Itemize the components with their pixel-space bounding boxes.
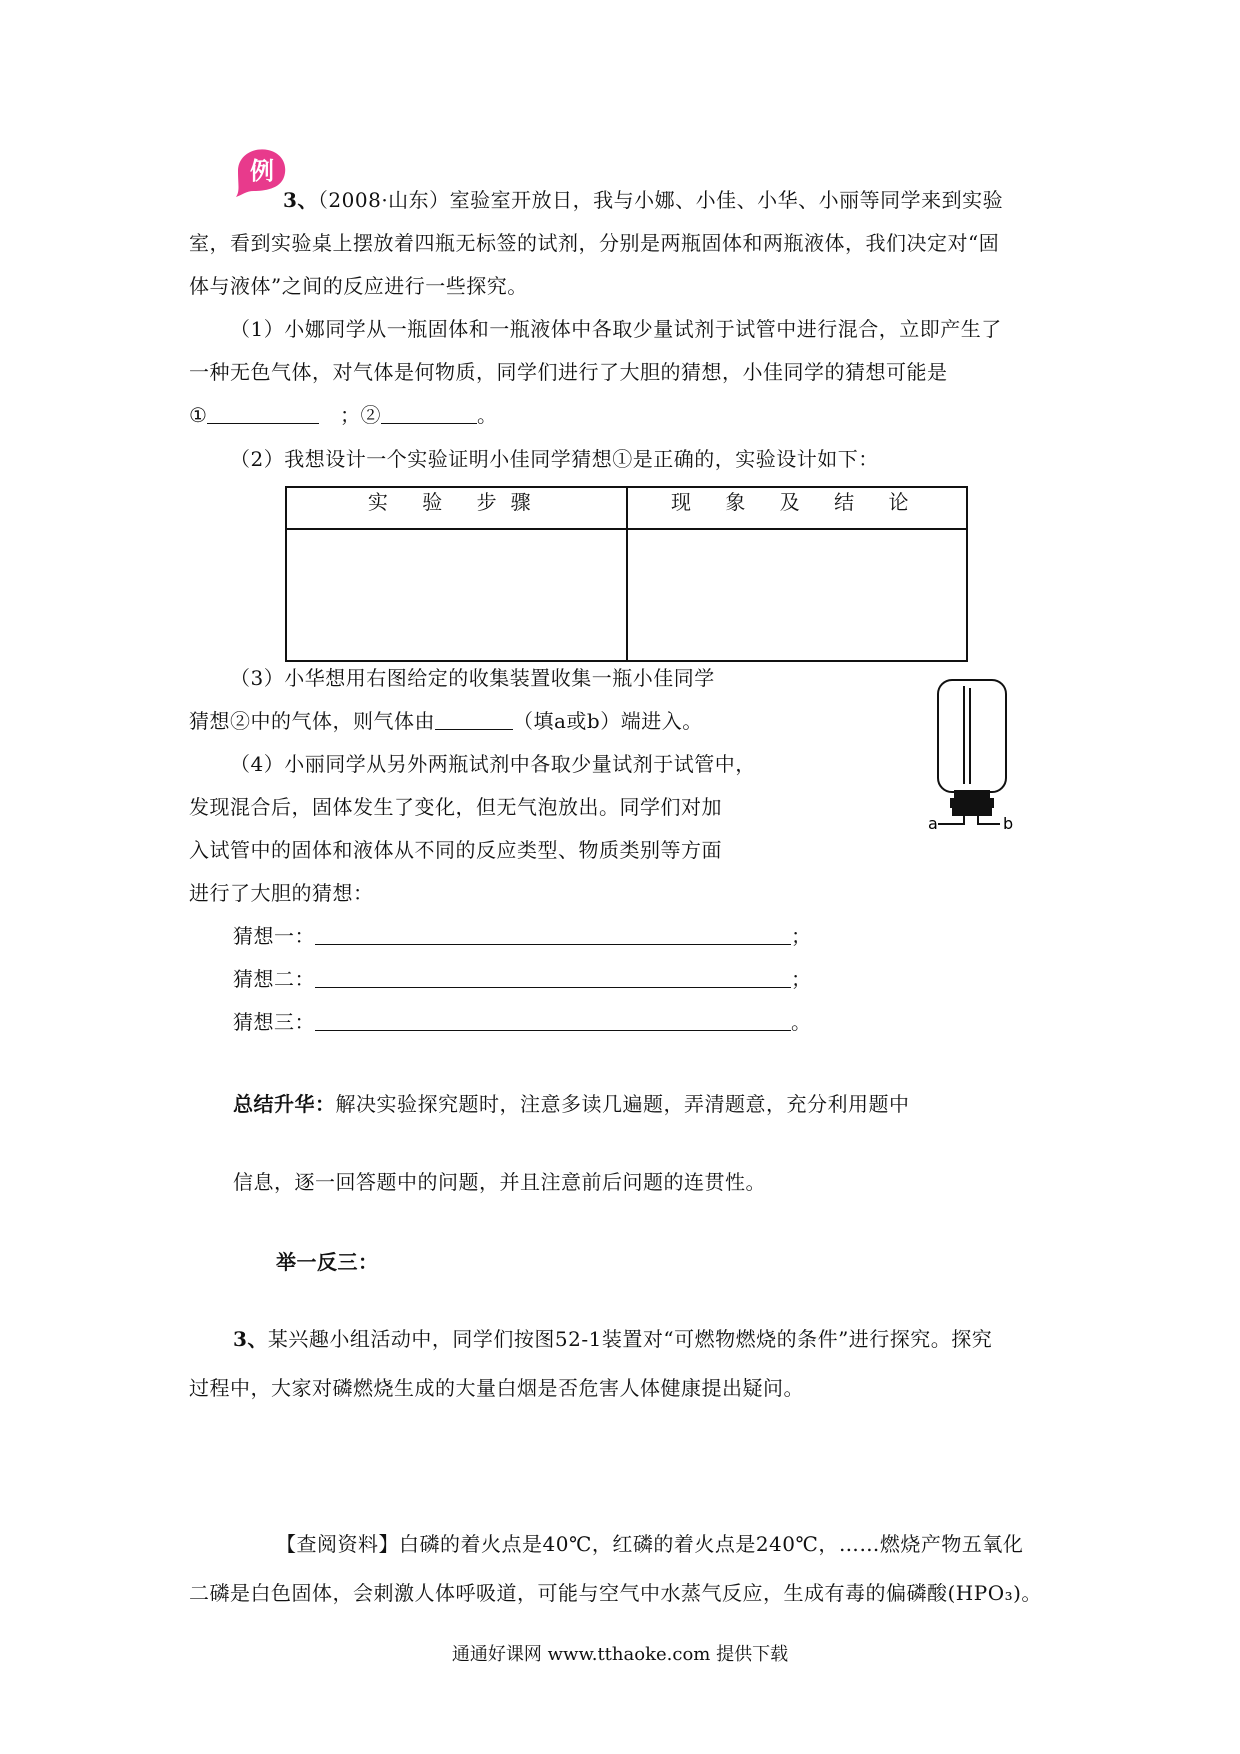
guess2-blank[interactable] xyxy=(315,967,791,988)
q3-line3: 体与液体”之间的反应进行一些探究。 xyxy=(189,274,528,298)
example-badge xyxy=(232,147,290,197)
q3-p3-line2 xyxy=(189,705,703,734)
answer-blank-2[interactable] xyxy=(381,403,477,424)
p1-end: 。 xyxy=(477,403,498,427)
q3-p4-line3: 入试管中的固体和液体从不同的反应类型、物质类别等方面 xyxy=(189,838,722,862)
guess3-end: 。 xyxy=(791,1010,812,1034)
example-badge-label: 例 xyxy=(250,157,274,185)
q3-p4-line1: （4）小丽同学从另外两瓶试剂中各取少量试剂于试管中， xyxy=(230,752,756,776)
guess1-label: 猜想一： xyxy=(233,924,315,948)
table-cell-steps[interactable] xyxy=(286,529,627,661)
guess2-end: ； xyxy=(791,967,812,991)
q3-p1-line1: （1）小娜同学从一瓶固体和一瓶液体中各取少量试剂于试管中进行混合，立即产生了 xyxy=(230,317,1002,341)
apparatus-label-b: b xyxy=(1003,814,1014,833)
q3-p1-line3 xyxy=(189,399,498,428)
q3-p4-line4: 进行了大胆的猜想： xyxy=(189,881,374,905)
gas-bottle-icon xyxy=(920,672,1020,842)
blank1-prefix: ① xyxy=(189,403,208,427)
answer-blank-inlet[interactable] xyxy=(435,709,513,730)
practice-number: 3、 xyxy=(233,1327,268,1351)
practice-heading: 举一反三： xyxy=(276,1250,379,1274)
q3-number: 3、 xyxy=(283,188,318,212)
summary-line1 xyxy=(233,1088,910,1117)
practice-line2: 过程中，大家对磷燃烧生成的大量白烟是否危害人体健康提出疑问。 xyxy=(189,1376,804,1400)
p3-line2-b: （填a或b）端进入。 xyxy=(513,709,703,733)
q3-p2-line: （2）我想设计一个实验证明小佳同学猜想①是正确的，实验设计如下： xyxy=(230,447,879,471)
q3-p4-line2: 发现混合后，固体发生了变化，但无气泡放出。同学们对加 xyxy=(189,795,722,819)
guess3-blank[interactable] xyxy=(315,1010,791,1031)
q3-line1-text: （2008·山东）室验室开放日，我与小娜、小佳、小华、小丽等同学来到实验 xyxy=(317,188,1004,212)
guess3-label: 猜想三： xyxy=(233,1010,315,1034)
guess1-blank[interactable] xyxy=(315,924,791,945)
guess-row-2 xyxy=(233,963,812,992)
q3-p3-line1: （3）小华想用右图给定的收集装置收集一瓶小佳同学 xyxy=(230,666,715,690)
table-header-results: 现 象 及 结 论 xyxy=(627,487,968,529)
guess-row-3 xyxy=(233,1006,812,1035)
experiment-table xyxy=(285,486,968,662)
guess1-end: ； xyxy=(791,924,812,948)
practice-line1-text: 某兴趣小组活动中，同学们按图52-1装置对“可燃物燃烧的条件”进行探究。探究 xyxy=(267,1327,993,1351)
summary-label: 总结升华： xyxy=(233,1092,336,1116)
answer-blank-1[interactable] xyxy=(207,403,319,424)
table-header-steps: 实 验 步骤 xyxy=(286,487,627,529)
q3-line2: 室，看到实验桌上摆放着四瓶无标签的试剂，分别是两瓶固体和两瓶液体，我们决定对“固 xyxy=(189,231,1000,255)
page-footer: 通通好课网 www.tthaoke.com 提供下载 xyxy=(451,1644,789,1665)
blank-separator: ；② xyxy=(340,403,382,427)
summary-text-1: 解决实验探究题时，注意多读几遍题，弄清题意，充分利用题中 xyxy=(335,1092,910,1116)
reference-line1: 【查阅资料】白磷的着火点是40℃，红磷的着火点是240℃，……燃烧产物五氧化 xyxy=(276,1532,1024,1556)
guess-row-1 xyxy=(233,920,812,949)
gas-collection-apparatus xyxy=(920,672,1020,842)
summary-line2: 信息，逐一回答题中的问题，并且注意前后问题的连贯性。 xyxy=(233,1170,766,1194)
reference-line2: 二磷是白色固体，会刺激人体呼吸道，可能与空气中水蒸气反应，生成有毒的偏磷酸(HPO₃)。 xyxy=(189,1581,1042,1605)
practice-line1 xyxy=(233,1323,992,1352)
apparatus-label-a: a xyxy=(928,814,938,833)
q3-line1 xyxy=(283,184,1003,213)
q3-p1-line2: 一种无色气体，对气体是何物质，同学们进行了大胆的猜想，小佳同学的猜想可能是 xyxy=(189,360,948,384)
guess2-label: 猜想二： xyxy=(233,967,315,991)
table-cell-results[interactable] xyxy=(627,529,968,661)
example-badge-icon xyxy=(232,147,290,197)
p3-line2-a: 猜想②中的气体，则气体由 xyxy=(189,709,435,733)
